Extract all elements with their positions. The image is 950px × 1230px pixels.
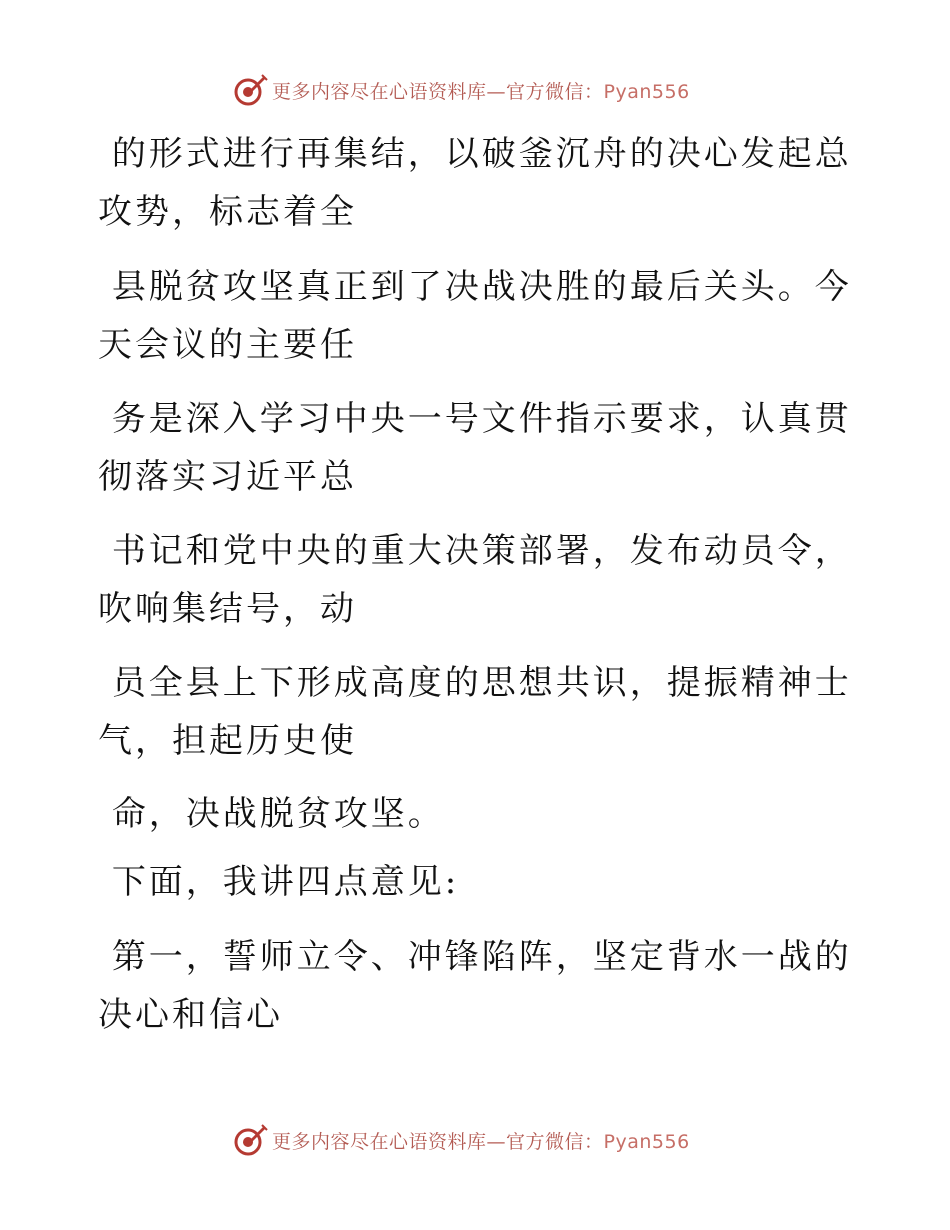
paragraph-8: 第一，誓师立令、冲锋陷阵，坚定背水一战的决心和信心 bbox=[98, 937, 852, 1035]
paragraph-3: 务是深入学习中央一号文件指示要求，认真贯彻落实习近平总 bbox=[98, 399, 852, 497]
header-banner-text bbox=[272, 77, 690, 104]
header-banner-wechat: Pyan556 bbox=[603, 80, 690, 103]
footer-banner-main: 更多内容尽在心语资料库—官方微信： bbox=[272, 1130, 604, 1153]
footer-banner bbox=[232, 1120, 690, 1160]
pen-logo-icon bbox=[232, 72, 268, 108]
footer-banner-text bbox=[272, 1127, 690, 1154]
paragraph-2: 县脱贫攻坚真正到了决战决胜的最后关头。今天会议的主要任 bbox=[98, 267, 852, 365]
paragraph-4: 书记和党中央的重大决策部署，发布动员令，吹响集结号，动 bbox=[98, 531, 852, 629]
footer-banner-wechat: Pyan556 bbox=[603, 1130, 690, 1153]
paragraph-6: 命，决战脱贫攻坚。 bbox=[98, 794, 445, 834]
header-banner-main: 更多内容尽在心语资料库—官方微信： bbox=[272, 80, 604, 103]
paragraph-5: 员全县上下形成高度的思想共识，提振精神士气，担起历史使 bbox=[98, 663, 852, 761]
header-banner bbox=[232, 70, 690, 110]
pen-logo-icon bbox=[232, 1122, 268, 1158]
paragraph-1: 的形式进行再集结，以破釜沉舟的决心发起总攻势，标志着全 bbox=[98, 134, 852, 232]
paragraph-7: 下面，我讲四点意见: bbox=[98, 862, 460, 902]
